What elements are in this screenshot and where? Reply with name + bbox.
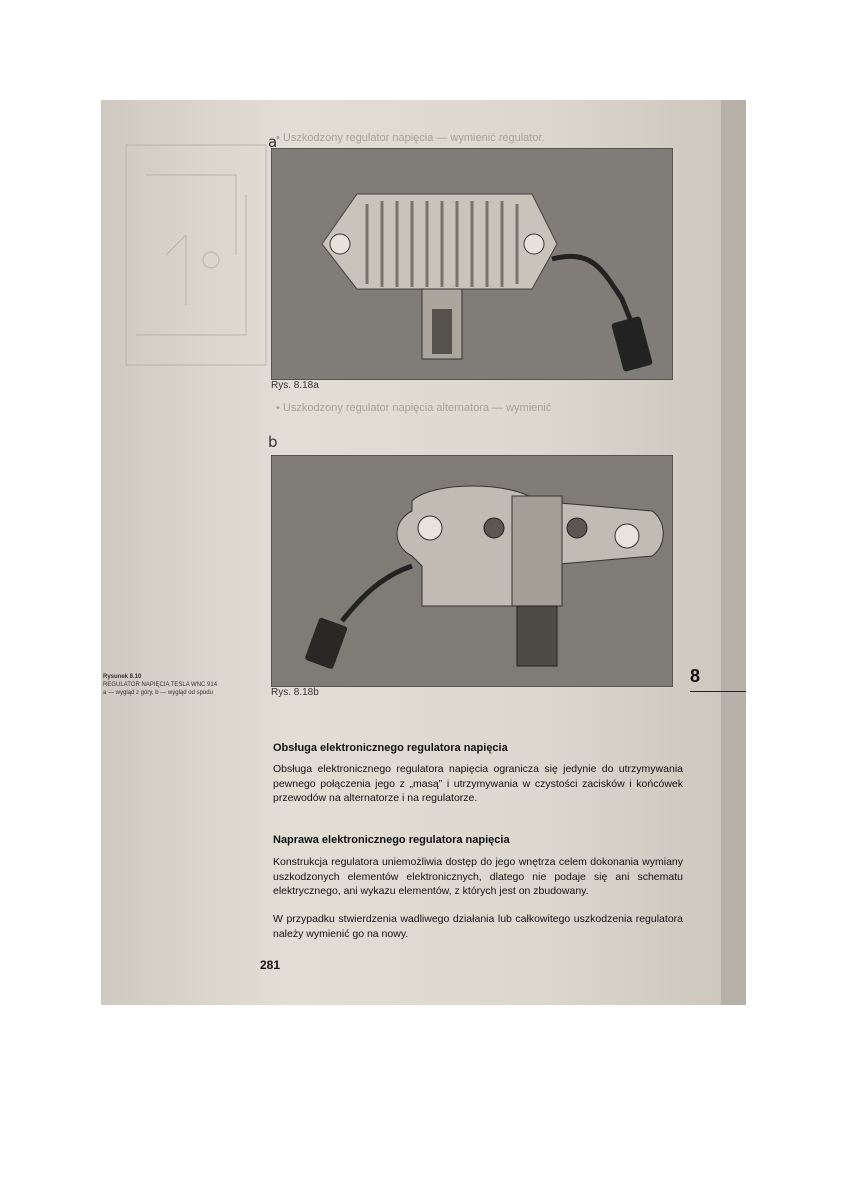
page-number: 281 <box>260 958 281 972</box>
photo-b-reference: Rys. 8.18b <box>271 687 319 698</box>
figure-title: REGULATOR NAPIĘCIA TESLA WNC 914 <box>103 682 218 688</box>
section-heading-maintenance: Obsługa elektronicznego regulatora napięcia <box>273 742 508 754</box>
photo-regulator-bottom <box>271 455 673 687</box>
photo-b-letter: b <box>268 433 278 451</box>
ghost-text-block-2: • Uszkodzony regulator napięcia alternatora — wymienić <box>276 402 552 414</box>
regulator-bottom-illustration <box>272 456 672 686</box>
section-text-repair-2: W przypadku stwierdzenia wadliwego działania lub całkowitego uszkodzenia regulatora należy wymienić go na nowy. <box>273 913 683 940</box>
figure-subtitle: a — wygląd z góry, b — wygląd od spodu <box>103 690 213 696</box>
ghost-text-block-1: • Uszkodzony regulator napięcia — wymienić regulator. <box>276 132 545 144</box>
photo-regulator-top <box>271 148 673 380</box>
photo-a-letter: a <box>268 133 278 151</box>
photo-a-reference: Rys. 8.18a <box>271 380 319 391</box>
chapter-tab-rule <box>690 691 746 692</box>
figure-number: Rysunek 8.10 <box>103 674 142 680</box>
chapter-tab: 8 <box>690 666 701 686</box>
figure-caption <box>103 673 268 697</box>
faint-schematic-diagram <box>116 135 276 385</box>
page-edge-strip <box>721 100 746 1005</box>
scanned-page <box>101 100 746 1005</box>
section-text-maintenance: Obsługa elektronicznego regulatora napięcia ogranicza się jedynie do utrzymywania pewnego połączenia jego z „masą” i utrzymywania w czystości zacisków i końcówek przewodów na alternatorze i na regulatorze. <box>273 763 683 804</box>
regulator-top-illustration <box>272 149 672 379</box>
section-heading-repair: Naprawa elektronicznego regulatora napięcia <box>273 834 510 846</box>
section-text-repair-1: Konstrukcja regulatora uniemożliwia dostęp do jego wnętrza celem dokonania wymiany uszkodzonych elementów elektronicznych, dlatego nie podaje się ani schematu elektrycznego, ani wykazu elementów, z których jest on zbudowany. <box>273 856 683 897</box>
